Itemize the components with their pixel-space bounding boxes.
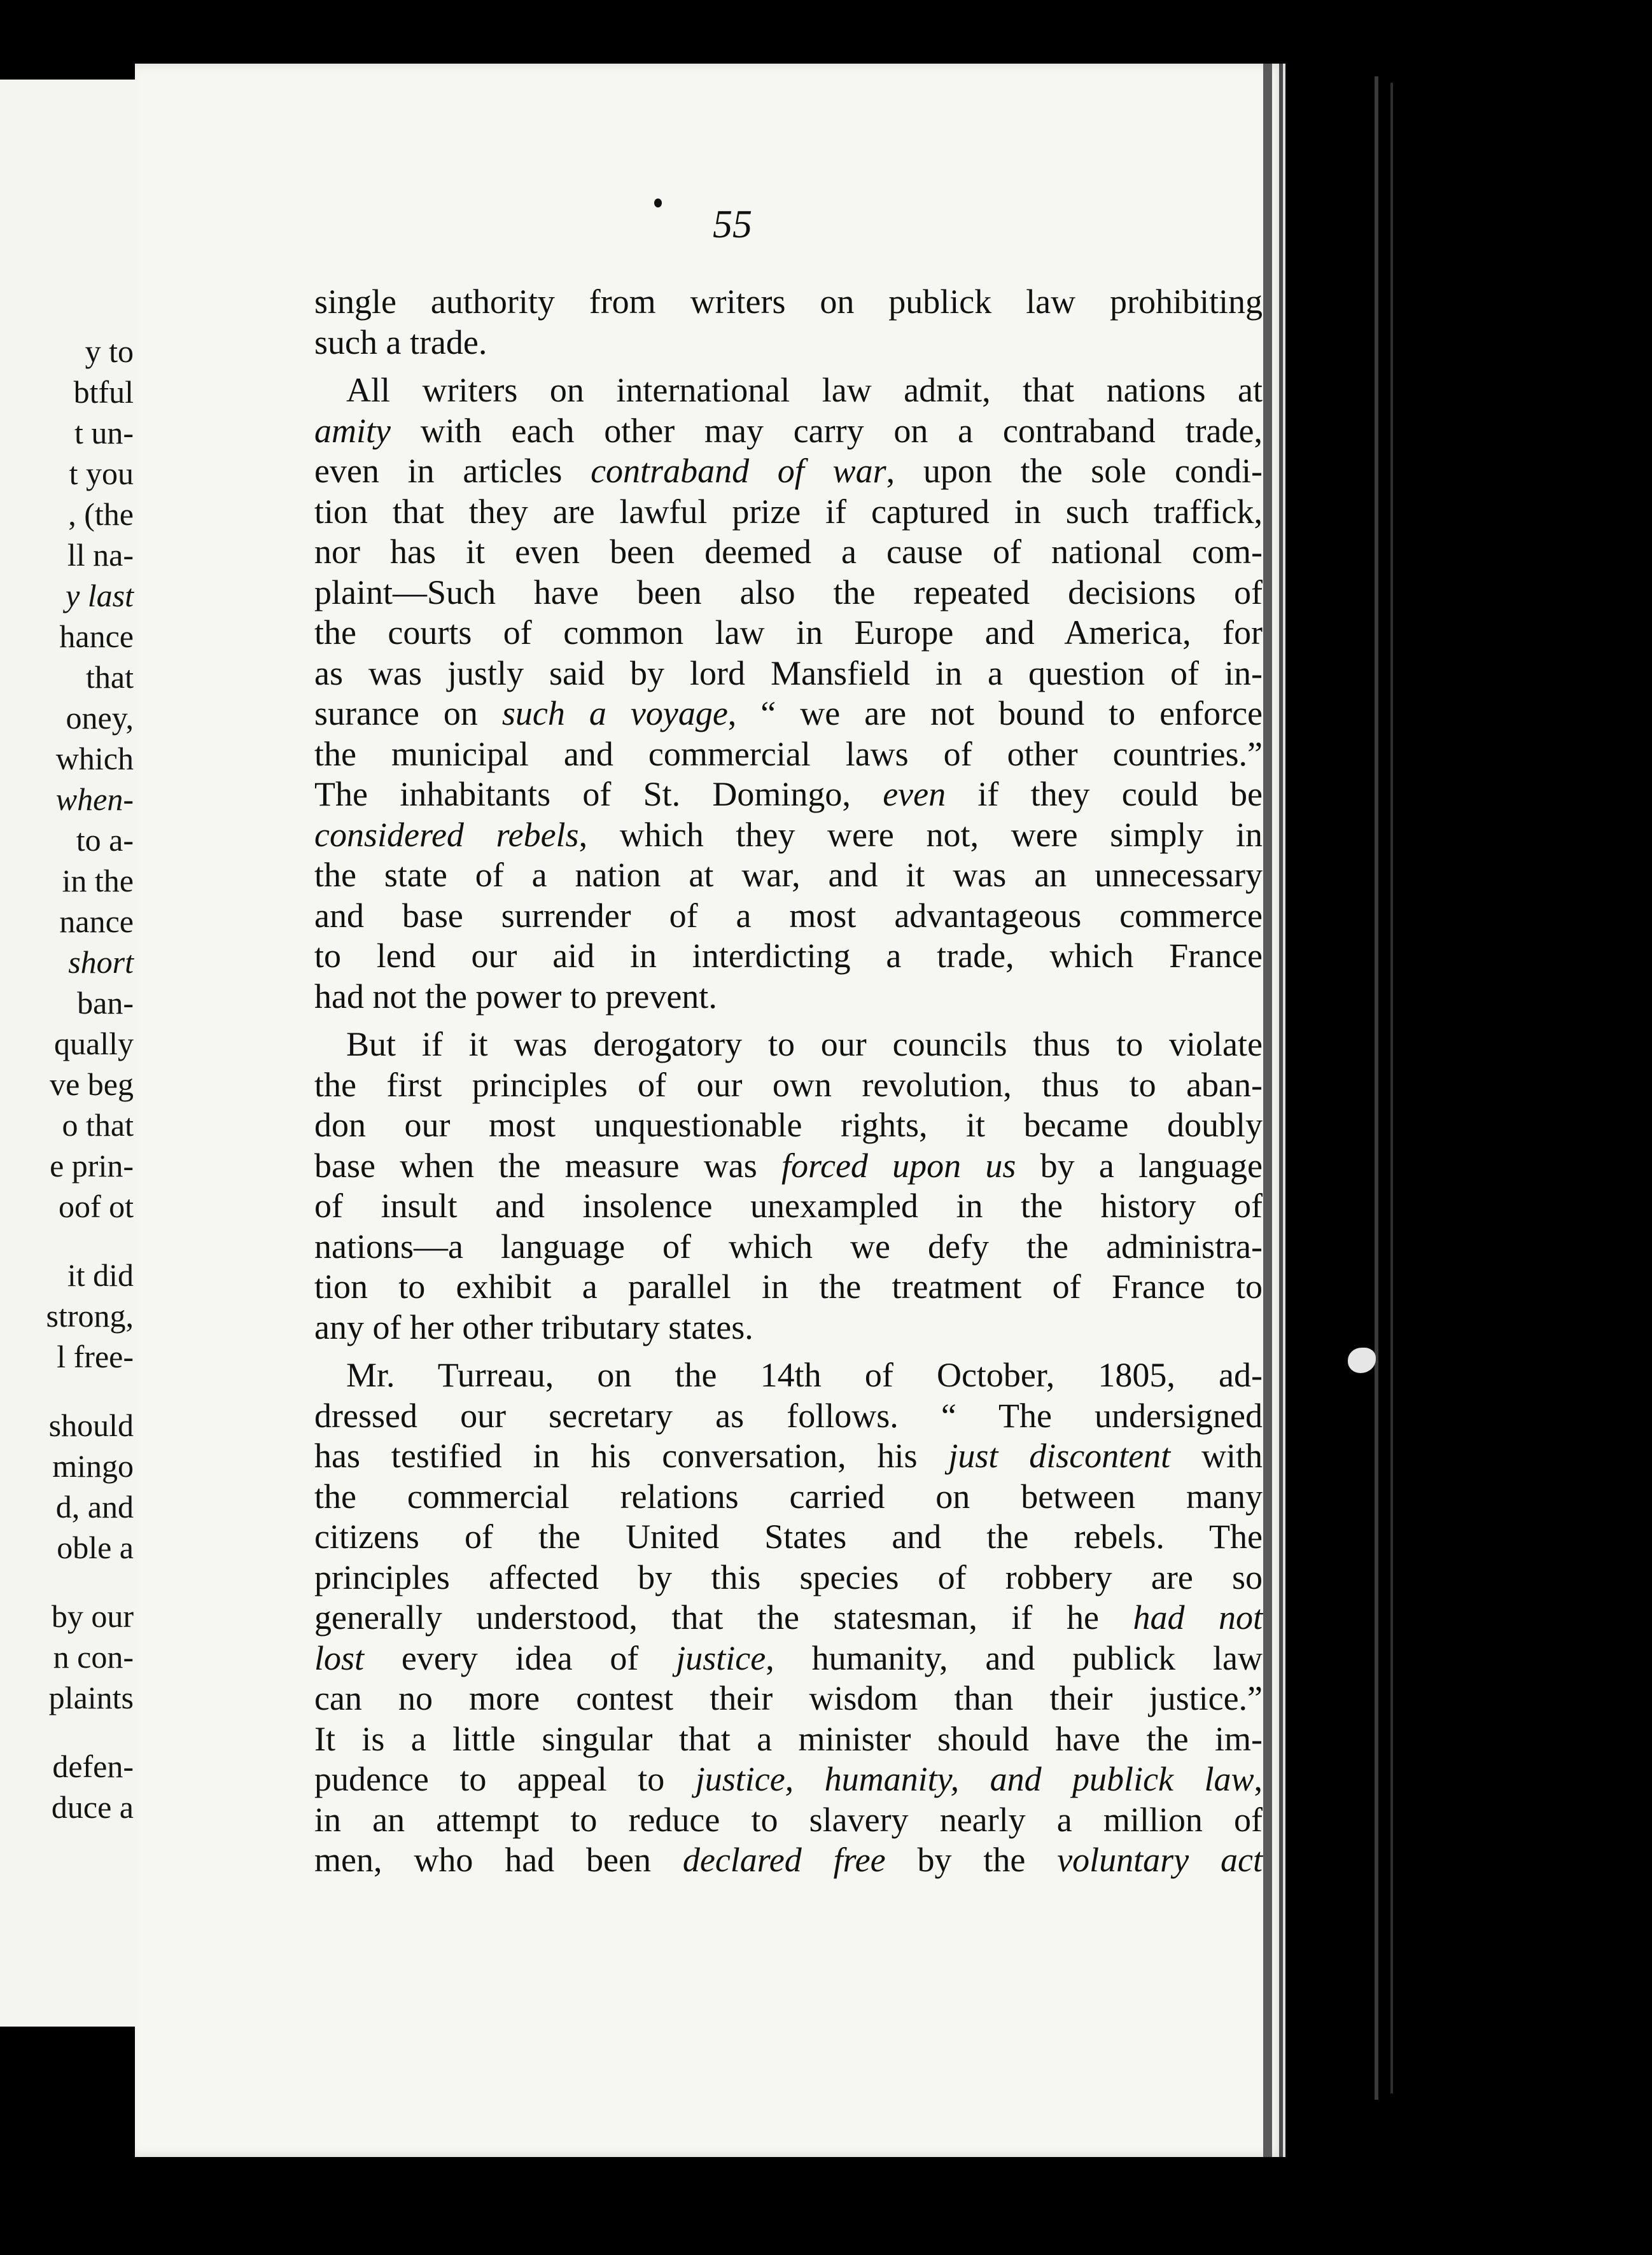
facing-page-line: oney, bbox=[66, 700, 134, 736]
facing-page-line: n con- bbox=[53, 1639, 134, 1675]
text-run: by a language bbox=[1016, 1146, 1263, 1185]
text-line bbox=[314, 1024, 1263, 1065]
text-run: every idea of bbox=[364, 1638, 676, 1677]
facing-page-line bbox=[0, 1227, 134, 1255]
text-run: generally understood, that the statesman, if he bbox=[314, 1598, 1133, 1637]
italic-phrase: such a voyage bbox=[501, 694, 728, 732]
text-line bbox=[314, 1267, 1263, 1308]
text-run: surance on bbox=[314, 694, 502, 732]
text-run: even in articles bbox=[314, 452, 591, 490]
text-run: tion that they are lawful prize if captured in such traffick, bbox=[314, 492, 1263, 531]
italic-phrase: justice bbox=[676, 1638, 766, 1677]
facing-page-line: when- bbox=[55, 781, 134, 817]
text-run: , upon the sole condi- bbox=[886, 452, 1263, 490]
text-run: tion to exhibit a parallel in the treatment of France to bbox=[314, 1267, 1263, 1306]
italic-phrase: amity bbox=[314, 411, 391, 450]
text-line bbox=[314, 1598, 1263, 1638]
text-run: in an attempt to reduce to slavery nearly a million of bbox=[314, 1800, 1263, 1839]
text-run: the first principles of our own revolution, thus to aban- bbox=[314, 1065, 1263, 1104]
facing-page-line: ll na- bbox=[67, 537, 134, 573]
italic-phrase: lost bbox=[314, 1638, 365, 1677]
text-line bbox=[314, 1146, 1263, 1187]
facing-page-line: oof ot bbox=[58, 1189, 134, 1224]
facing-page-line: in the bbox=[62, 863, 134, 898]
page-body-text bbox=[314, 282, 1263, 1881]
text-line bbox=[314, 977, 1263, 1017]
facing-page-line: that bbox=[86, 659, 134, 695]
facing-page-line: it did bbox=[67, 1257, 134, 1293]
text-line bbox=[314, 653, 1263, 694]
facing-page-line: qually bbox=[54, 1026, 134, 1061]
text-run: pudence to appeal to bbox=[314, 1760, 696, 1798]
text-run: the courts of common law in Europe and America, for bbox=[314, 613, 1263, 652]
facing-page-line: ban- bbox=[77, 985, 134, 1021]
text-line bbox=[314, 282, 1263, 323]
text-run: plaint—Such have been also the repeated decisions of bbox=[314, 573, 1263, 611]
text-run: by the bbox=[885, 1841, 1058, 1879]
facing-page-line: o that bbox=[62, 1107, 134, 1143]
facing-page-line: short bbox=[68, 944, 134, 980]
text-line bbox=[314, 532, 1263, 573]
text-line bbox=[314, 1227, 1263, 1267]
text-line bbox=[314, 936, 1263, 977]
text-run: , bbox=[1254, 1760, 1263, 1798]
italic-phrase: voluntary act bbox=[1057, 1841, 1263, 1879]
text-run: such a trade. bbox=[314, 323, 487, 361]
text-line bbox=[314, 1308, 1263, 1348]
text-line bbox=[314, 1396, 1263, 1437]
text-line bbox=[314, 1065, 1263, 1106]
text-line bbox=[314, 1719, 1263, 1760]
text-line bbox=[314, 734, 1263, 775]
text-run: Mr. Turreau, on the 14th of October, 1805, ad- bbox=[346, 1356, 1263, 1394]
text-run: with bbox=[1170, 1437, 1263, 1475]
text-run: any of her other tributary states. bbox=[314, 1308, 753, 1346]
text-run: nations—a language of which we defy the administra- bbox=[314, 1227, 1263, 1266]
facing-page-line: oble a bbox=[57, 1530, 134, 1565]
facing-page-line bbox=[0, 1377, 134, 1405]
text-line bbox=[314, 855, 1263, 896]
text-line bbox=[314, 1477, 1263, 1518]
facing-page-line: mingo bbox=[52, 1448, 134, 1484]
facing-page-line: , (the bbox=[68, 496, 134, 532]
facing-page-line: to a- bbox=[76, 822, 134, 858]
italic-phrase: contraband of war bbox=[591, 452, 886, 490]
text-line bbox=[314, 1558, 1263, 1598]
text-line bbox=[314, 370, 1263, 411]
text-line bbox=[314, 1355, 1263, 1396]
text-run: base when the measure was bbox=[314, 1146, 781, 1185]
text-line bbox=[314, 323, 1263, 363]
text-line bbox=[314, 1840, 1263, 1881]
facing-page-line: strong, bbox=[46, 1298, 134, 1334]
facing-page-text-fragments bbox=[0, 331, 134, 1827]
text-run: principles affected by this species of robbery are so bbox=[314, 1558, 1263, 1596]
text-run: , “ we are not bound to enforce bbox=[727, 694, 1263, 732]
facing-page-line: t un- bbox=[74, 415, 134, 450]
text-run: and base surrender of a most advantageous commerce bbox=[314, 896, 1263, 935]
text-run: had not the power to prevent. bbox=[314, 977, 717, 1016]
text-line bbox=[314, 1517, 1263, 1558]
text-run: It is a little singular that a minister should have the im- bbox=[314, 1719, 1263, 1758]
facing-page-line: defen- bbox=[52, 1749, 134, 1784]
italic-phrase: declared free bbox=[682, 1841, 886, 1879]
facing-page-line bbox=[0, 1718, 134, 1746]
book-page bbox=[135, 64, 1285, 2157]
facing-page-line: y to bbox=[85, 333, 134, 369]
italic-phrase: justice, humanity, and publick law bbox=[695, 1760, 1254, 1798]
text-run: The inhabitants of St. Domingo, bbox=[314, 775, 883, 813]
text-line bbox=[314, 1800, 1263, 1841]
facing-page-line: l free- bbox=[57, 1339, 134, 1374]
text-line bbox=[314, 694, 1263, 734]
book-fore-edge bbox=[1375, 76, 1378, 2100]
text-run: dressed our secretary as follows. “ The undersigned bbox=[314, 1396, 1263, 1435]
text-run: But if it was derogatory to our councils thus to violate bbox=[346, 1025, 1263, 1063]
text-line bbox=[314, 1105, 1263, 1146]
text-run: can no more contest their wisdom than their justice.” bbox=[314, 1679, 1263, 1717]
text-run: has testified in his conversation, his bbox=[314, 1437, 949, 1475]
text-line bbox=[314, 573, 1263, 613]
facing-page-line bbox=[0, 1568, 134, 1596]
facing-page-line: should bbox=[48, 1407, 134, 1443]
italic-phrase: considered rebels bbox=[314, 815, 579, 854]
italic-phrase: forced upon us bbox=[781, 1146, 1016, 1185]
text-line bbox=[314, 613, 1263, 653]
text-line bbox=[314, 451, 1263, 492]
text-run: the commercial relations carried on between many bbox=[314, 1477, 1263, 1516]
text-line bbox=[314, 1436, 1263, 1477]
text-line bbox=[314, 815, 1263, 856]
text-run: , humanity, and publick law bbox=[766, 1638, 1263, 1677]
page-number: 55 bbox=[713, 203, 752, 246]
italic-phrase: even bbox=[883, 775, 946, 813]
text-run: All writers on international law admit, that nations at bbox=[346, 371, 1263, 409]
text-line bbox=[314, 1638, 1263, 1679]
text-run: citizens of the United States and the rebels. The bbox=[314, 1518, 1263, 1556]
text-line bbox=[314, 1679, 1263, 1719]
text-run: single authority from writers on publick law prohibiting bbox=[314, 283, 1263, 321]
text-line bbox=[314, 774, 1263, 815]
facing-page-line: t you bbox=[69, 456, 134, 491]
text-run: nor has it even been deemed a cause of national com- bbox=[314, 533, 1263, 571]
facing-page-line: which bbox=[55, 741, 134, 776]
text-run: with each other may carry on a contraband trade, bbox=[390, 411, 1263, 450]
facing-page-left bbox=[0, 80, 145, 2027]
text-line bbox=[314, 492, 1263, 533]
text-line bbox=[314, 1759, 1263, 1800]
italic-phrase: just discontent bbox=[948, 1437, 1171, 1475]
text-run: the state of a nation at war, and it was an unnecessary bbox=[314, 856, 1263, 894]
text-line bbox=[314, 411, 1263, 452]
text-run: of insult and insolence unexampled in the history of bbox=[314, 1187, 1263, 1225]
facing-page-line: duce a bbox=[51, 1789, 134, 1825]
facing-page-line: ve beg bbox=[50, 1066, 134, 1102]
text-run: don our most unquestionable rights, it became doubly bbox=[314, 1106, 1263, 1144]
facing-page-line: hance bbox=[59, 618, 134, 654]
text-run: if they could be bbox=[946, 775, 1263, 813]
text-run: to lend our aid in interdicting a trade, which France bbox=[314, 937, 1263, 975]
paper-blot bbox=[1348, 1348, 1376, 1373]
facing-page-line: btful bbox=[73, 374, 134, 410]
page-edge bbox=[1279, 64, 1283, 2157]
text-line bbox=[314, 896, 1263, 937]
text-line bbox=[314, 1186, 1263, 1227]
text-run: men, who had been bbox=[314, 1841, 683, 1879]
facing-page-line: plaints bbox=[48, 1680, 134, 1715]
book-fore-edge bbox=[1390, 83, 1393, 2093]
text-run: as was justly said by lord Mansfield in a question of in- bbox=[314, 653, 1263, 692]
facing-page-line: e prin- bbox=[50, 1148, 134, 1183]
text-run: , which they were not, were simply in bbox=[578, 815, 1263, 854]
italic-phrase: had not bbox=[1133, 1598, 1263, 1637]
facing-page-line: nance bbox=[59, 904, 134, 939]
facing-page-line: by our bbox=[51, 1598, 134, 1634]
text-run: the municipal and commercial laws of other countries.” bbox=[314, 734, 1263, 773]
facing-page-line: d, and bbox=[55, 1489, 134, 1525]
page-edge bbox=[1263, 64, 1272, 2157]
facing-page-line: y last bbox=[66, 578, 134, 613]
